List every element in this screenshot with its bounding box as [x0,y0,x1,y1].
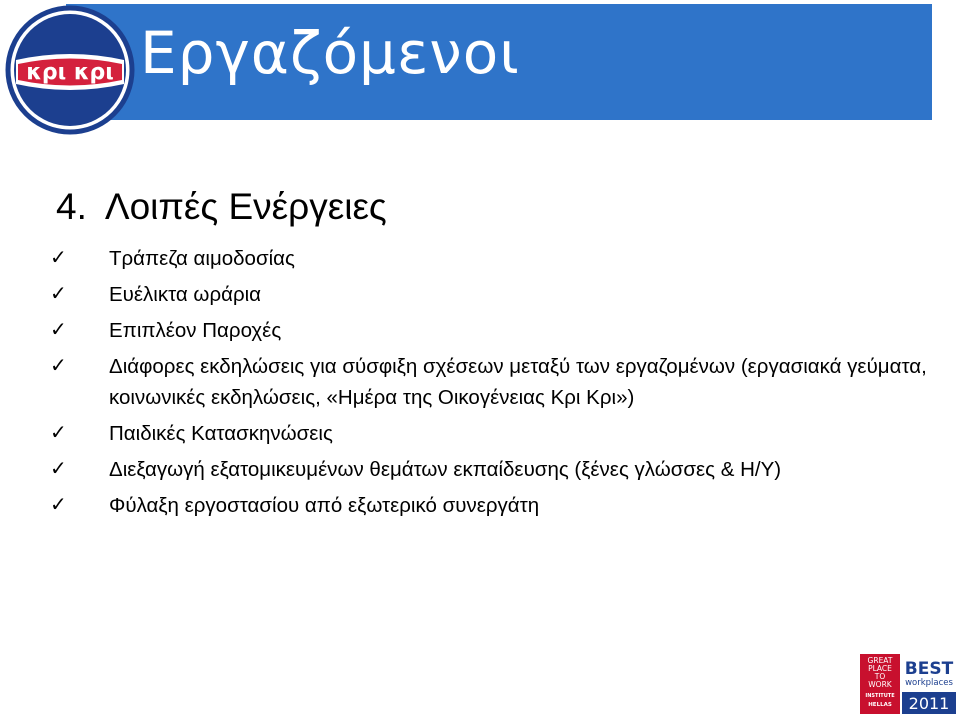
svg-text:BEST: BEST [904,659,954,679]
list-item [0,415,959,451]
list-item [0,312,959,348]
checkmark-icon: ✓ [50,492,67,516]
svg-text:INSTITUTE: INSTITUTE [865,693,895,699]
checkmark-icon: ✓ [50,353,67,377]
list-item [0,451,959,487]
bullet-list [0,240,959,523]
svg-text:HELLAS: HELLAS [868,702,892,708]
list-item-text: Διεξαγωγή εξατομικευμένων θεμάτων εκπαίδευσης (ξένες γλώσσες & Η/Υ) [109,458,782,481]
list-item-text: Φύλαξη εργοστασίου από εξωτερικό συνεργάτη [109,494,540,517]
great-place-to-work-badge [860,654,956,714]
list-item-text: Διάφορες εκδηλώσεις για σύσφιξη σχέσεων μεταξύ των εργαζομένων (εργασιακά γεύματα, κοινωνικές εκδηλώσεις, «Ημέρα της Οικογένειας Κρι Κρι») [109,355,927,409]
checkmark-icon: ✓ [50,456,67,480]
svg-text:GREAT: GREAT [867,656,893,665]
list-item [0,276,959,312]
checkmark-icon: ✓ [50,281,67,305]
svg-text:TO: TO [874,672,886,681]
logo-wordmark: κρι κρι [26,60,114,85]
list-item [0,240,959,276]
page-title: Εργαζόμενοι [140,19,520,87]
list-item-text: Επιπλέον Παροχές [109,319,282,342]
list-item [0,487,959,523]
list-item-text: Τράπεζα αιμοδοσίας [109,247,295,270]
checkmark-icon: ✓ [50,245,67,269]
kri-kri-logo [2,2,142,142]
list-item-text: Ευέλικτα ωράρια [109,283,262,306]
section-heading-text: Λοιπές Ενέργειες [104,186,387,227]
checkmark-icon: ✓ [50,420,67,444]
svg-text:workplaces: workplaces [905,678,953,688]
section-heading [56,188,387,225]
list-item-text: Παιδικές Κατασκηνώσεις [109,422,333,445]
checkmark-icon: ✓ [50,317,67,341]
list-item [0,348,959,415]
svg-text:WORK: WORK [868,680,892,689]
svg-text:PLACE: PLACE [868,664,892,673]
section-number: 4. [56,186,87,227]
svg-text:2011: 2011 [908,694,950,713]
